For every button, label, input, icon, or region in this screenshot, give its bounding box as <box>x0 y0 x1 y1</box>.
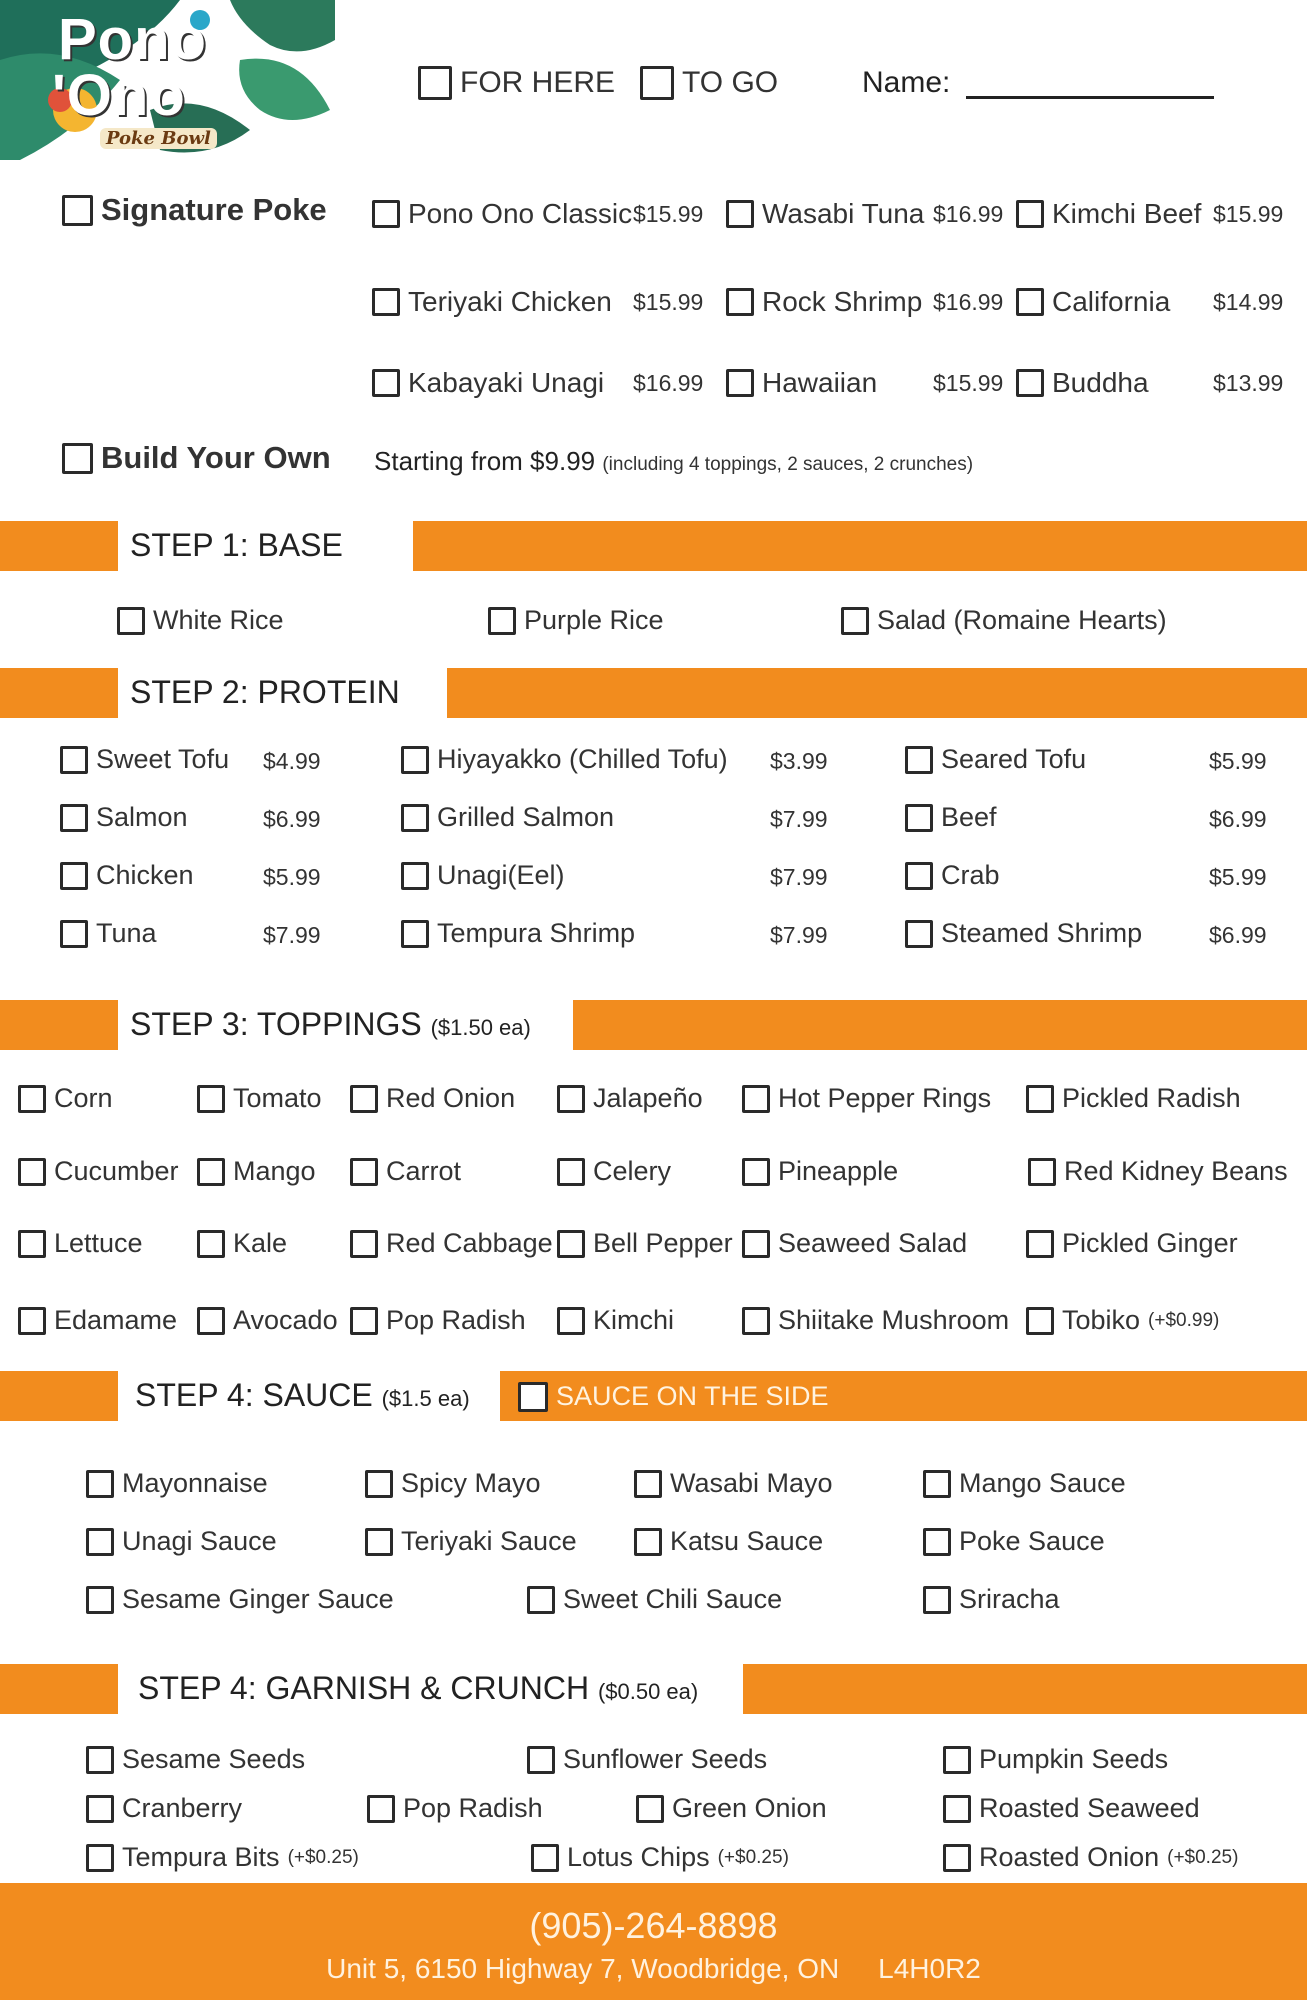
topping-label: Corn <box>54 1083 113 1113</box>
base-white-rice-checkbox[interactable] <box>117 607 145 635</box>
topping-label: Pop Radish <box>386 1305 526 1335</box>
sauce-sesame-ginger-sauce[interactable] <box>86 1584 394 1615</box>
protein-label: Tempura Shrimp <box>437 918 636 948</box>
topping-extra-price: (+$0.99) <box>1148 1309 1220 1331</box>
topping-pickled-ginger[interactable] <box>1026 1228 1238 1259</box>
step4-bar-left <box>0 1371 118 1421</box>
step3-title <box>130 1006 531 1043</box>
topping-carrot-checkbox[interactable] <box>350 1158 378 1186</box>
base-label: Salad (Romaine Hearts) <box>877 605 1167 635</box>
base-label: Purple Rice <box>524 605 664 635</box>
protein-label: Steamed Shrimp <box>941 918 1143 948</box>
topping-label: Kimchi <box>593 1305 675 1335</box>
signature-california-checkbox[interactable] <box>1016 288 1044 316</box>
garnish-label: Pop Radish <box>403 1793 543 1823</box>
step5-price-note: ($0.50 ea) <box>597 1679 699 1704</box>
garnish-label: Tempura Bits <box>122 1842 280 1872</box>
topping-pickled-radish[interactable] <box>1026 1083 1241 1114</box>
topping-pop-radish[interactable] <box>350 1305 526 1336</box>
step1-title: STEP 1: BASE <box>130 527 343 563</box>
sauce-sweet-chili-sauce[interactable] <box>527 1584 782 1615</box>
topping-label: Red Cabbage <box>386 1228 553 1258</box>
protein-salmon[interactable] <box>60 802 188 833</box>
topping-edamame-checkbox[interactable] <box>18 1307 46 1335</box>
build-note: (including 4 toppings, 2 sauces, 2 crunches) <box>602 454 974 475</box>
garnish-label: Sesame Seeds <box>122 1744 306 1774</box>
topping-corn[interactable] <box>18 1083 113 1114</box>
sauce-poke-sauce[interactable] <box>923 1526 1105 1557</box>
signature-teriyaki-chicken[interactable] <box>372 286 612 318</box>
sauce-on-side-label: SAUCE ON THE SIDE <box>556 1381 829 1411</box>
build-your-own-checkbox[interactable] <box>62 443 93 474</box>
protein-label: Seared Tofu <box>941 744 1087 774</box>
step3-title-text: STEP 3: TOPPINGS <box>130 1006 422 1042</box>
protein-grilled-salmon-checkbox[interactable] <box>401 804 429 832</box>
topping-edamame[interactable] <box>18 1305 177 1336</box>
garnish-tempura-bits[interactable] <box>86 1842 359 1873</box>
price-label: $16.99 <box>633 370 704 396</box>
protein-label: Beef <box>941 802 997 832</box>
signature-poke-label: Signature Poke <box>101 192 327 227</box>
garnish-pumpkin-seeds[interactable] <box>943 1744 1168 1775</box>
protein-grilled-salmon[interactable] <box>401 802 614 833</box>
price-label: $15.99 <box>633 201 704 227</box>
sauce-teriyaki-sauce-checkbox[interactable] <box>365 1528 393 1556</box>
topping-label: Pickled Radish <box>1062 1083 1241 1113</box>
garnish-label: Roasted Onion <box>979 1842 1160 1872</box>
topping-label: Hot Pepper Rings <box>778 1083 992 1113</box>
sauce-sriracha[interactable] <box>923 1584 1060 1615</box>
garnish-pop-radish-checkbox[interactable] <box>367 1795 395 1823</box>
brand-tagline: Poke Bowl <box>100 128 217 149</box>
topping-seaweed-salad[interactable] <box>742 1228 967 1259</box>
garnish-extra-price: (+$0.25) <box>1167 1846 1239 1868</box>
garnish-green-onion[interactable] <box>636 1793 827 1824</box>
price-label: $15.99 <box>633 289 704 315</box>
sauce-on-side-option[interactable] <box>518 1381 829 1412</box>
step2-bar-right <box>447 668 1307 718</box>
price-label: $7.99 <box>770 864 828 890</box>
price-label: $7.99 <box>263 922 321 948</box>
to-go-checkbox[interactable] <box>640 66 674 100</box>
base-salad-romaine-hearts-checkbox[interactable] <box>841 607 869 635</box>
base-purple-rice[interactable] <box>488 605 664 636</box>
footer-address: Unit 5, 6150 Highway 7, Woodbridge, ON L4H0R2 <box>326 1953 981 1984</box>
topping-carrot[interactable] <box>350 1156 461 1187</box>
protein-unagi-eel[interactable] <box>401 860 565 891</box>
step4-title-text: STEP 4: SAUCE <box>135 1377 373 1413</box>
protein-hiyayakko-chilled-tofu[interactable] <box>401 744 728 775</box>
topping-celery[interactable] <box>557 1156 671 1187</box>
topping-label: Red Kidney Beans <box>1064 1156 1288 1186</box>
sauce-label: Teriyaki Sauce <box>401 1526 577 1556</box>
topping-red-onion[interactable] <box>350 1083 515 1114</box>
topping-avocado[interactable] <box>197 1305 338 1336</box>
signature-kabayaki-unagi[interactable] <box>372 367 604 399</box>
step5-title <box>138 1670 698 1707</box>
step5-title-text: STEP 4: GARNISH & CRUNCH <box>138 1670 590 1706</box>
price-label: $6.99 <box>1209 922 1267 948</box>
sauce-mango-sauce-checkbox[interactable] <box>923 1470 951 1498</box>
sauce-label: Katsu Sauce <box>670 1526 824 1556</box>
topping-kale-checkbox[interactable] <box>197 1230 225 1258</box>
signature-label: Teriyaki Chicken <box>408 286 612 317</box>
topping-hot-pepper-rings[interactable] <box>742 1083 991 1114</box>
garnish-roasted-onion[interactable] <box>943 1842 1238 1873</box>
signature-label: Kimchi Beef <box>1052 198 1202 229</box>
price-label: $13.99 <box>1213 370 1284 396</box>
protein-label: Crab <box>941 860 1000 890</box>
topping-pickled-radish-checkbox[interactable] <box>1026 1085 1054 1113</box>
sauce-label: Mango Sauce <box>959 1468 1126 1498</box>
signature-hawaiian-checkbox[interactable] <box>726 369 754 397</box>
name-field[interactable] <box>966 96 1214 99</box>
garnish-tempura-bits-checkbox[interactable] <box>86 1844 114 1872</box>
garnish-sesame-seeds[interactable] <box>86 1744 305 1775</box>
protein-seared-tofu[interactable] <box>905 744 1086 775</box>
sauce-label: Sesame Ginger Sauce <box>122 1584 394 1614</box>
protein-tempura-shrimp[interactable] <box>401 918 635 949</box>
price-label: $5.99 <box>1209 748 1267 774</box>
sauce-unagi-sauce[interactable] <box>86 1526 277 1557</box>
topping-label: Carrot <box>386 1156 462 1186</box>
garnish-cranberry[interactable] <box>86 1793 242 1824</box>
garnish-sunflower-seeds[interactable] <box>527 1744 767 1775</box>
topping-seaweed-salad-checkbox[interactable] <box>742 1230 770 1258</box>
protein-steamed-shrimp-checkbox[interactable] <box>905 920 933 948</box>
garnish-lotus-chips[interactable] <box>531 1842 789 1873</box>
topping-corn-checkbox[interactable] <box>18 1085 46 1113</box>
signature-label: California <box>1052 286 1171 317</box>
topping-pineapple[interactable] <box>742 1156 898 1187</box>
sauce-mayonnaise-checkbox[interactable] <box>86 1470 114 1498</box>
sauce-label: Wasabi Mayo <box>670 1468 833 1498</box>
step1-bar-right <box>413 521 1307 571</box>
protein-unagi-eel-checkbox[interactable] <box>401 862 429 890</box>
topping-bell-pepper[interactable] <box>557 1228 733 1259</box>
topping-label: Bell Pepper <box>593 1228 733 1258</box>
protein-salmon-checkbox[interactable] <box>60 804 88 832</box>
sauce-sriracha-checkbox[interactable] <box>923 1586 951 1614</box>
signature-wasabi-tuna[interactable] <box>726 198 924 230</box>
signature-buddha[interactable] <box>1016 367 1149 399</box>
topping-label: Pineapple <box>778 1156 899 1186</box>
price-label: $15.99 <box>1213 201 1284 227</box>
build-starting-price <box>374 446 973 477</box>
signature-hawaiian[interactable] <box>726 367 877 399</box>
topping-red-cabbage-checkbox[interactable] <box>350 1230 378 1258</box>
price-label: $14.99 <box>1213 289 1284 315</box>
build-starting-text: Starting from $9.99 <box>374 446 596 476</box>
price-label: $7.99 <box>770 922 828 948</box>
signature-label: Wasabi Tuna <box>762 198 925 229</box>
to-go-label: TO GO <box>682 66 779 99</box>
sauce-sesame-ginger-sauce-checkbox[interactable] <box>86 1586 114 1614</box>
sauce-katsu-sauce-checkbox[interactable] <box>634 1528 662 1556</box>
protein-steamed-shrimp[interactable] <box>905 918 1142 949</box>
protein-tuna-checkbox[interactable] <box>60 920 88 948</box>
topping-label: Cucumber <box>54 1156 179 1186</box>
sauce-spicy-mayo[interactable] <box>365 1468 541 1499</box>
sauce-mayonnaise[interactable] <box>86 1468 268 1499</box>
topping-mango[interactable] <box>197 1156 316 1187</box>
topping-celery-checkbox[interactable] <box>557 1158 585 1186</box>
signature-label: Pono Ono Classic <box>408 198 633 229</box>
price-label: $7.99 <box>770 806 828 832</box>
protein-label: Sweet Tofu <box>96 744 230 774</box>
sauce-label: Sweet Chili Sauce <box>563 1584 783 1614</box>
signature-kimchi-beef[interactable] <box>1016 198 1201 230</box>
sauce-label: Unagi Sauce <box>122 1526 277 1556</box>
sauce-sweet-chili-sauce-checkbox[interactable] <box>527 1586 555 1614</box>
price-label: $6.99 <box>1209 806 1267 832</box>
garnish-extra-price: (+$0.25) <box>717 1846 789 1868</box>
garnish-green-onion-checkbox[interactable] <box>636 1795 664 1823</box>
signature-teriyaki-chicken-checkbox[interactable] <box>372 288 400 316</box>
topping-tomato[interactable] <box>197 1083 322 1114</box>
logo <box>0 0 335 165</box>
garnish-label: Green Onion <box>672 1793 827 1823</box>
sauce-unagi-sauce-checkbox[interactable] <box>86 1528 114 1556</box>
signature-pono-ono-classic-checkbox[interactable] <box>372 200 400 228</box>
price-label: $5.99 <box>263 864 321 890</box>
sauce-mango-sauce[interactable] <box>923 1468 1126 1499</box>
topping-label: Shiitake Mushroom <box>778 1305 1010 1335</box>
name-label: Name: <box>862 66 951 99</box>
step3-price-note: ($1.50 ea) <box>430 1015 531 1040</box>
brand-name-line2: 'Ono <box>52 63 186 128</box>
sauce-wasabi-mayo[interactable] <box>634 1468 833 1499</box>
sauce-katsu-sauce[interactable] <box>634 1526 823 1557</box>
step2-bar-left <box>0 668 118 718</box>
step3-bar-right <box>573 1000 1307 1050</box>
for-here-label: FOR HERE <box>460 66 616 99</box>
topping-tobiko[interactable] <box>1026 1305 1219 1336</box>
sauce-label: Poke Sauce <box>959 1526 1105 1556</box>
sauce-on-side-checkbox[interactable] <box>518 1382 548 1412</box>
garnish-extra-price: (+$0.25) <box>287 1846 359 1868</box>
protein-crab-checkbox[interactable] <box>905 862 933 890</box>
signature-poke-checkbox[interactable] <box>62 195 93 226</box>
signature-label: Hawaiian <box>762 367 878 398</box>
build-your-own-label: Build Your Own <box>101 440 331 475</box>
topping-tobiko-checkbox[interactable] <box>1026 1307 1054 1335</box>
topping-avocado-checkbox[interactable] <box>197 1307 225 1335</box>
protein-label: Salmon <box>96 802 188 832</box>
price-label: $16.99 <box>933 201 1004 227</box>
protein-tuna[interactable] <box>60 918 157 949</box>
garnish-label: Lotus Chips <box>567 1842 710 1872</box>
garnish-roasted-seaweed-checkbox[interactable] <box>943 1795 971 1823</box>
topping-pickled-ginger-checkbox[interactable] <box>1026 1230 1054 1258</box>
garnish-cranberry-checkbox[interactable] <box>86 1795 114 1823</box>
base-salad-romaine-hearts[interactable] <box>841 605 1167 636</box>
signature-buddha-checkbox[interactable] <box>1016 369 1044 397</box>
step4-price-note: ($1.5 ea) <box>381 1386 470 1411</box>
topping-label: Kale <box>233 1228 288 1258</box>
signature-california[interactable] <box>1016 286 1170 318</box>
price-label: $6.99 <box>263 806 321 832</box>
signature-kimchi-beef-checkbox[interactable] <box>1016 200 1044 228</box>
footer-phone: (905)-264-8898 <box>529 1905 778 1946</box>
protein-label: Tuna <box>96 918 157 948</box>
sauce-label: Spicy Mayo <box>401 1468 541 1498</box>
topping-label: Edamame <box>54 1305 178 1335</box>
topping-label: Tomato <box>233 1083 322 1113</box>
topping-cucumber-checkbox[interactable] <box>18 1158 46 1186</box>
sauce-label: Mayonnaise <box>122 1468 268 1498</box>
topping-kimchi[interactable] <box>557 1305 674 1336</box>
base-label: White Rice <box>153 605 284 635</box>
step5-bar-right <box>743 1664 1307 1714</box>
topping-tomato-checkbox[interactable] <box>197 1085 225 1113</box>
for-here-checkbox[interactable] <box>418 66 452 100</box>
price-label: $16.99 <box>933 289 1004 315</box>
protein-sweet-tofu-checkbox[interactable] <box>60 746 88 774</box>
topping-red-kidney-beans-checkbox[interactable] <box>1028 1158 1056 1186</box>
sauce-label: Sriracha <box>959 1584 1060 1614</box>
footer <box>0 1883 1307 2000</box>
topping-hot-pepper-rings-checkbox[interactable] <box>742 1085 770 1113</box>
signature-pono-ono-classic[interactable] <box>372 198 632 230</box>
garnish-roasted-seaweed[interactable] <box>943 1793 1200 1824</box>
protein-label: Unagi(Eel) <box>437 860 565 890</box>
topping-cucumber[interactable] <box>18 1156 179 1187</box>
build-your-own-option[interactable] <box>62 440 331 476</box>
topping-kimchi-checkbox[interactable] <box>557 1307 585 1335</box>
protein-label: Hiyayakko (Chilled Tofu) <box>437 744 728 774</box>
garnish-label: Sunflower Seeds <box>563 1744 768 1774</box>
price-label: $3.99 <box>770 748 828 774</box>
topping-label: Lettuce <box>54 1228 143 1258</box>
price-label: $15.99 <box>933 370 1004 396</box>
topping-label: Red Onion <box>386 1083 516 1113</box>
sauce-spicy-mayo-checkbox[interactable] <box>365 1470 393 1498</box>
brand-name-line1: Pono <box>58 7 207 72</box>
topping-shiitake-mushroom[interactable] <box>742 1305 1009 1336</box>
protein-seared-tofu-checkbox[interactable] <box>905 746 933 774</box>
step3-bar-left <box>0 1000 118 1050</box>
topping-label: Pickled Ginger <box>1062 1228 1238 1258</box>
topping-kale[interactable] <box>197 1228 287 1259</box>
sauce-teriyaki-sauce[interactable] <box>365 1526 577 1557</box>
topping-label: Jalapeño <box>593 1083 703 1113</box>
garnish-pop-radish[interactable] <box>367 1793 543 1824</box>
topping-jalape-o[interactable] <box>557 1083 703 1114</box>
step5-bar-left <box>0 1664 118 1714</box>
signature-label: Rock Shrimp <box>762 286 923 317</box>
signature-rock-shrimp-checkbox[interactable] <box>726 288 754 316</box>
topping-pop-radish-checkbox[interactable] <box>350 1307 378 1335</box>
signature-label: Kabayaki Unagi <box>408 367 605 398</box>
topping-label: Seaweed Salad <box>778 1228 968 1258</box>
protein-sweet-tofu[interactable] <box>60 744 229 775</box>
signature-rock-shrimp[interactable] <box>726 286 922 318</box>
step2-title: STEP 2: PROTEIN <box>130 674 400 710</box>
signature-wasabi-tuna-checkbox[interactable] <box>726 200 754 228</box>
garnish-pumpkin-seeds-checkbox[interactable] <box>943 1746 971 1774</box>
protein-chicken[interactable] <box>60 860 194 891</box>
topping-red-kidney-beans[interactable] <box>1028 1156 1288 1187</box>
protein-beef-checkbox[interactable] <box>905 804 933 832</box>
topping-red-onion-checkbox[interactable] <box>350 1085 378 1113</box>
sauce-poke-sauce-checkbox[interactable] <box>923 1528 951 1556</box>
topping-label: Mango <box>233 1156 316 1186</box>
topping-lettuce-checkbox[interactable] <box>18 1230 46 1258</box>
base-white-rice[interactable] <box>117 605 284 636</box>
step1-bar-left <box>0 521 118 571</box>
topping-lettuce[interactable] <box>18 1228 143 1259</box>
signature-label: Buddha <box>1052 367 1149 398</box>
protein-chicken-checkbox[interactable] <box>60 862 88 890</box>
sauce-wasabi-mayo-checkbox[interactable] <box>634 1470 662 1498</box>
topping-pineapple-checkbox[interactable] <box>742 1158 770 1186</box>
topping-jalape-o-checkbox[interactable] <box>557 1085 585 1113</box>
topping-shiitake-mushroom-checkbox[interactable] <box>742 1307 770 1335</box>
topping-mango-checkbox[interactable] <box>197 1158 225 1186</box>
protein-tempura-shrimp-checkbox[interactable] <box>401 920 429 948</box>
protein-crab[interactable] <box>905 860 1000 891</box>
protein-label: Chicken <box>96 860 194 890</box>
topping-bell-pepper-checkbox[interactable] <box>557 1230 585 1258</box>
topping-label: Tobiko <box>1062 1305 1141 1335</box>
garnish-sunflower-seeds-checkbox[interactable] <box>527 1746 555 1774</box>
garnish-label: Pumpkin Seeds <box>979 1744 1169 1774</box>
to-go-option[interactable] <box>640 66 778 100</box>
topping-label: Avocado <box>233 1305 338 1335</box>
protein-hiyayakko-chilled-tofu-checkbox[interactable] <box>401 746 429 774</box>
garnish-lotus-chips-checkbox[interactable] <box>531 1844 559 1872</box>
protein-label: Grilled Salmon <box>437 802 615 832</box>
protein-beef[interactable] <box>905 802 997 833</box>
garnish-label: Roasted Seaweed <box>979 1793 1200 1823</box>
garnish-roasted-onion-checkbox[interactable] <box>943 1844 971 1872</box>
step4-title <box>135 1377 470 1414</box>
garnish-label: Cranberry <box>122 1793 243 1823</box>
price-label: $4.99 <box>263 748 321 774</box>
garnish-sesame-seeds-checkbox[interactable] <box>86 1746 114 1774</box>
base-purple-rice-checkbox[interactable] <box>488 607 516 635</box>
topping-red-cabbage[interactable] <box>350 1228 553 1259</box>
price-label: $5.99 <box>1209 864 1267 890</box>
topping-label: Celery <box>593 1156 672 1186</box>
for-here-option[interactable] <box>418 66 615 100</box>
signature-poke-option[interactable] <box>62 192 327 228</box>
signature-kabayaki-unagi-checkbox[interactable] <box>372 369 400 397</box>
